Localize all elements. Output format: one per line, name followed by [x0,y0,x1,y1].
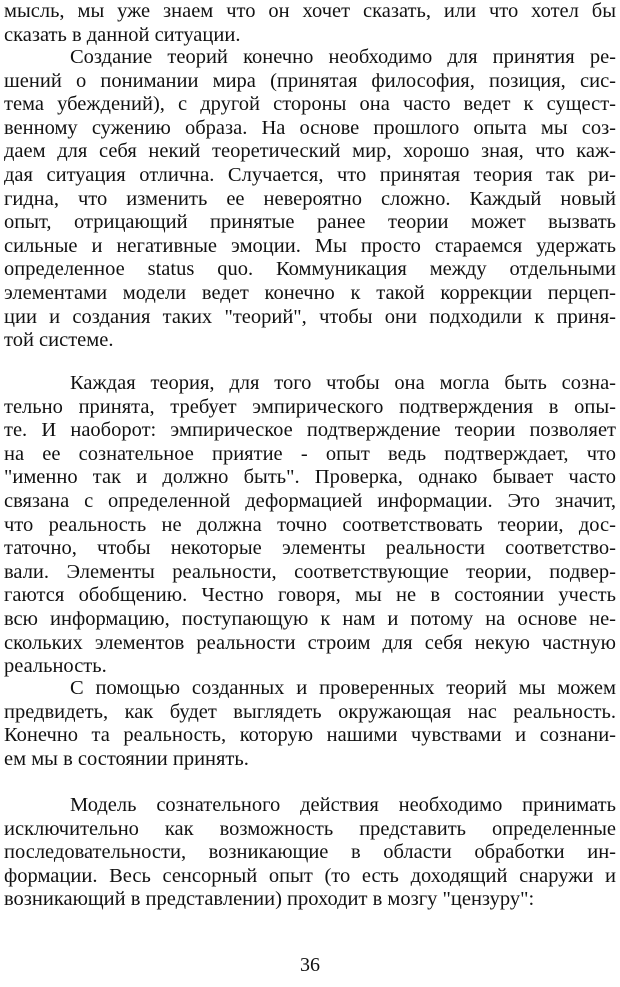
text-line: гидна, что изменить ее невероятно сложно. Каждый новый [4,187,616,210]
text-line: предвидеть, как будет выглядеть окружающая нас реальность. [4,700,616,723]
text-line: что реальность не должна точно соответствовать теории, дос- [4,513,616,536]
text-line: Каждая теория, для того чтобы она могла быть созна- [70,372,616,394]
text-line: опыт, отрицающий принятые ранее теории может вызвать [4,211,616,234]
text-line: определенное status quo. Коммуникация между отдельными [4,258,616,281]
text-line: Конечно та реальность, которую нашими чувствами и сознани- [4,724,616,747]
text-line: венному сужению образа. На основе прошлого опыта мы соз- [4,116,616,139]
text-line: ем мы в состоянии принять. [4,747,249,770]
text-line: таточно, чтобы некоторые элементы реальности соответство- [4,537,616,560]
text-line: гаются обобщению. Честно говоря, мы не в состоянии учесть [4,584,616,607]
text-line: на ее сознательное приятие - опыт ведь подтверждает, что [4,442,616,465]
text-line: Создание теорий конечно необходимо для принятия ре- [70,46,616,68]
text-line: даем для себя некий теоретический мир, хорошо зная, что каж- [4,140,616,163]
text-line: сильные и негативные эмоции. Мы просто стараемся удержать [4,234,616,257]
text-line: сказать в данной ситуации. [4,23,241,46]
text-line: формации. Весь сенсорный опыт (то есть доходящий снаружи и [4,864,616,887]
text-line: тельно принята, требует эмпирического подтверждения в опы- [4,395,616,418]
text-line: связана с определенной деформацией информации. Это значит, [4,489,616,512]
paragraph-5 [4,794,616,912]
text-line: те. И наоборот: эмпирическое подтверждение теории позволяет [4,419,616,442]
paragraph-2 [4,46,616,353]
text-line: последовательности, возникающие в области обработки ин- [4,841,616,864]
text-line: тема убеждений), с другой стороны она часто ведет к сущест- [4,93,616,116]
text-line: шений о понимании мира (принятая философия, позиция, сис- [4,69,616,92]
text-line: всю информацию, поступающую к нам и потому на основе не- [4,607,616,630]
text-line: мысль, мы уже знаем что он хочет сказать, или что хотел бы [4,0,616,22]
text-line: Модель сознательного действия необходимо принимать [70,794,616,816]
text-line: ции и создания таких "теорий", чтобы они подходили к приня- [4,305,616,328]
paragraph-1 [4,0,616,47]
text-line: "именно так и должно быть". Проверка, однако бывает часто [4,466,616,489]
paragraph-4 [4,677,616,771]
text-line: той системе. [4,329,114,352]
text-line: дая ситуация отлична. Случается, что принятая теория так ри- [4,163,616,186]
text-line: возникающий в представлении) проходит в мозгу "цензуру": [4,888,535,911]
paragraph-3 [4,372,616,679]
text-line: реальность. [4,655,107,678]
page-number: 36 [300,954,320,976]
text-line: вали. Элементы реальности, соответствующие теории, подвер- [4,560,616,583]
text-line: исключительно как возможность представить определенные [4,817,616,840]
text-line: С помощью созданных и проверенных теорий мы можем [70,677,616,699]
text-line: элементами модели ведет конечно к такой коррекции перцеп- [4,281,616,304]
text-line: скольких элементов реальности строим для себя некую частную [4,631,616,654]
